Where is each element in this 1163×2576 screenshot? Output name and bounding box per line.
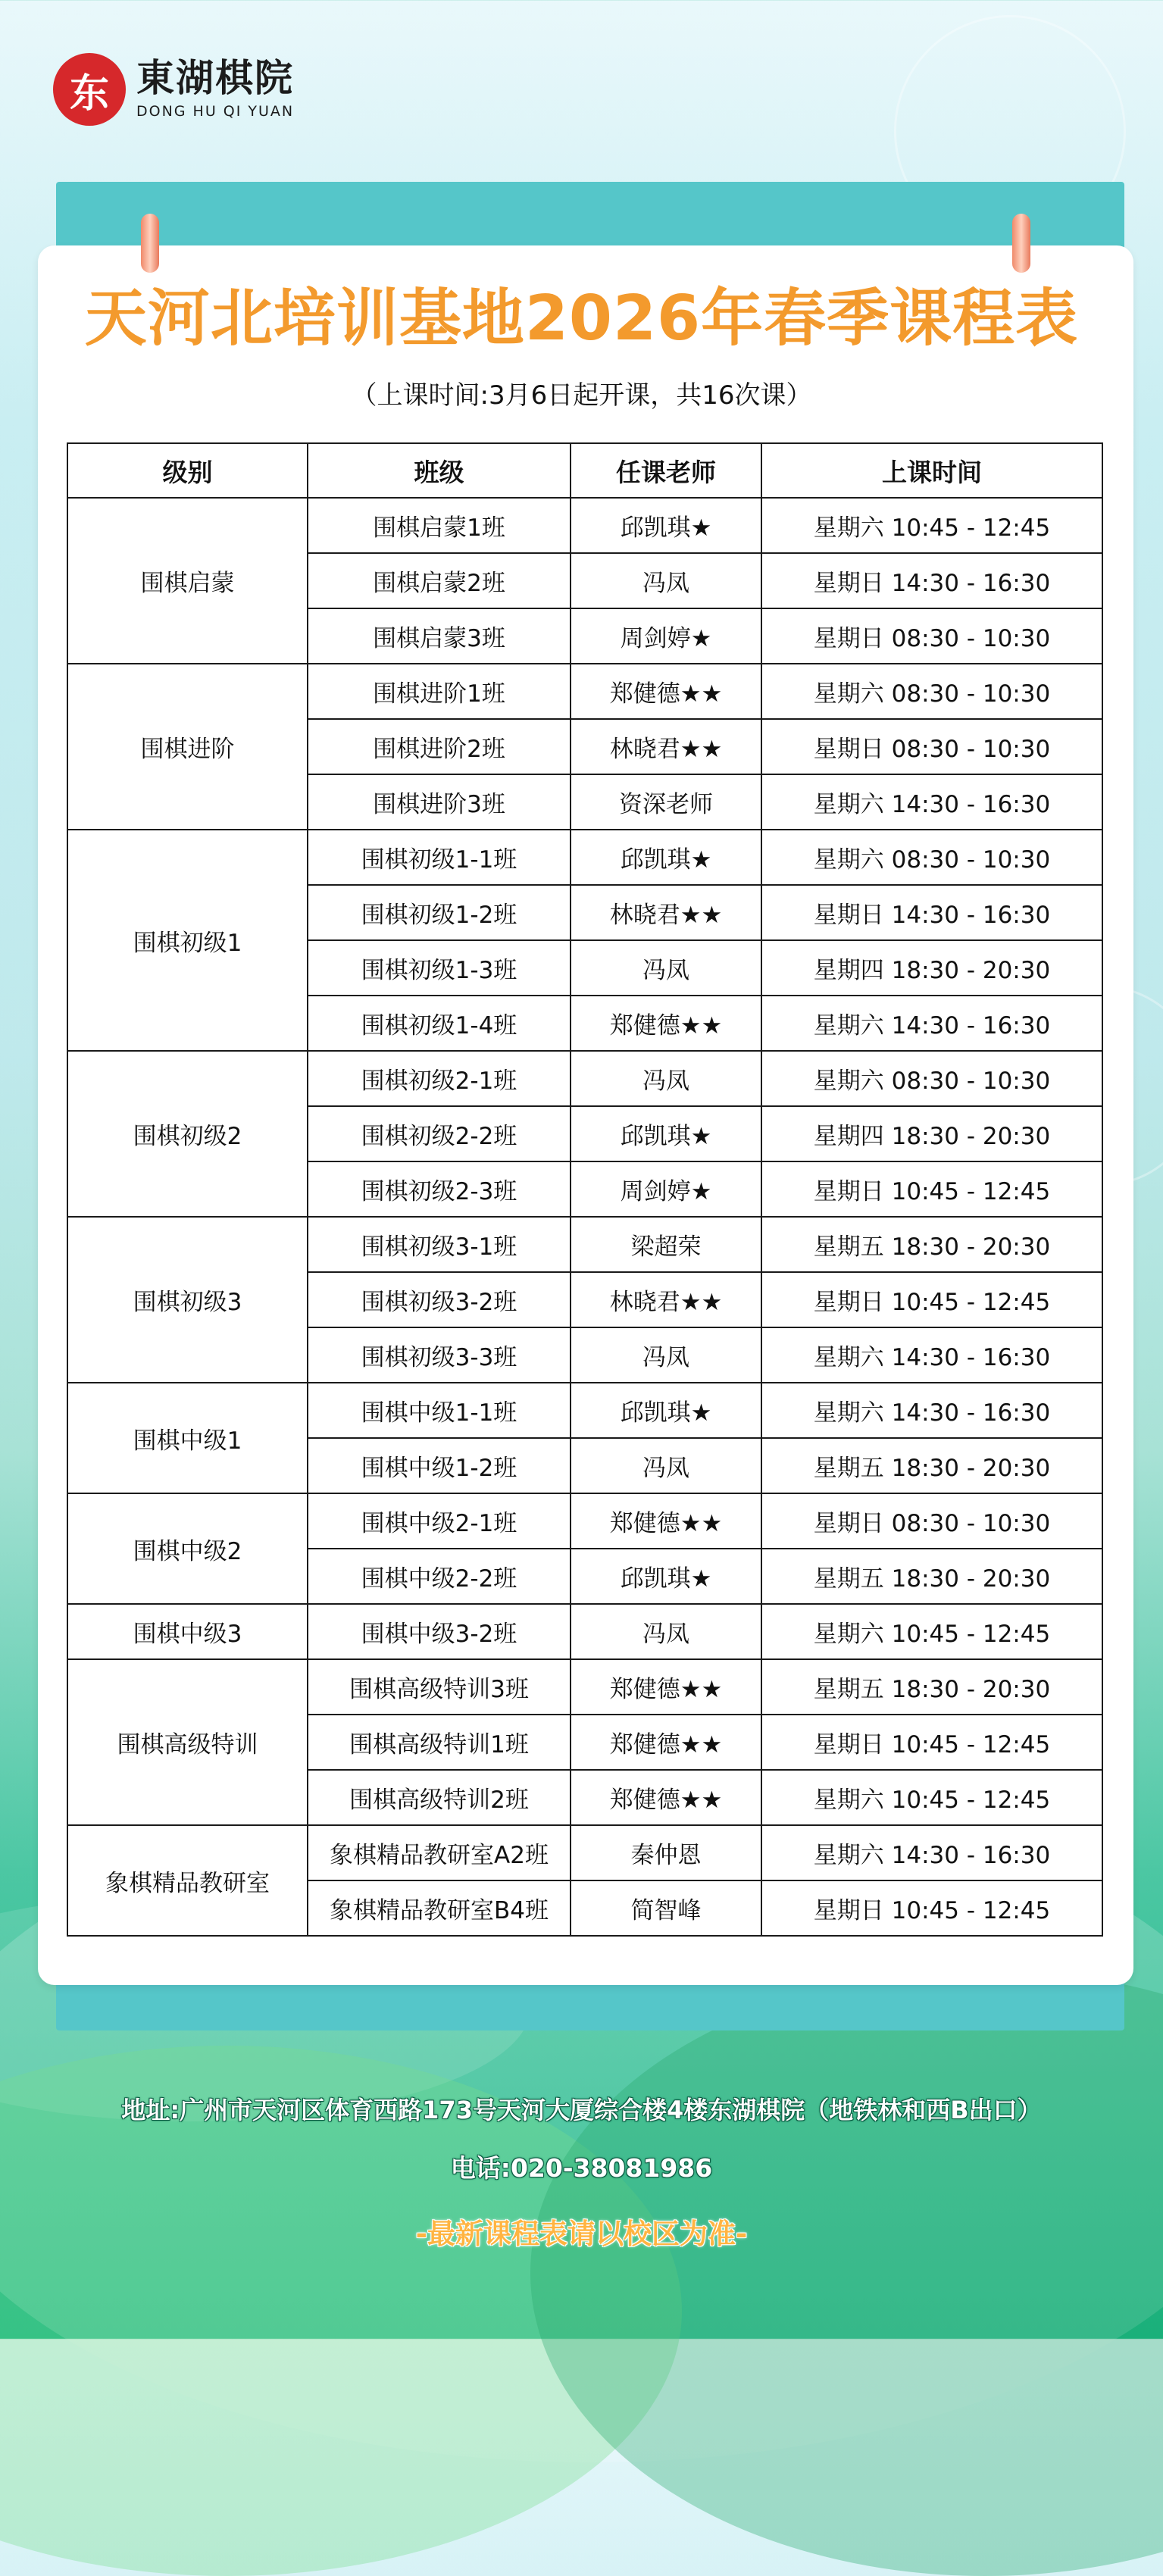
brand-logo bbox=[53, 53, 294, 126]
cell-level: 围棋初级3 bbox=[67, 1217, 308, 1383]
page-title: 天河北培训基地2026年春季课程表 bbox=[84, 283, 1079, 355]
cell-time: 星期五 18:30 - 20:30 bbox=[761, 1438, 1102, 1493]
header-class: 班级 bbox=[308, 443, 571, 498]
cell-teacher: 梁超荣 bbox=[571, 1217, 761, 1272]
table-row bbox=[67, 1825, 1102, 1880]
cell-time: 星期六 14:30 - 16:30 bbox=[761, 996, 1102, 1051]
logo-mark-icon: 东 bbox=[53, 53, 126, 126]
cell-level: 围棋高级特训 bbox=[67, 1659, 308, 1825]
cell-teacher: 邱凯琪★ bbox=[571, 1383, 761, 1438]
cell-level: 围棋初级1 bbox=[67, 830, 308, 1051]
schedule-note: -最新课程表请以校区为准- bbox=[415, 2218, 748, 2250]
header-level: 级别 bbox=[67, 443, 308, 498]
cell-time: 星期日 14:30 - 16:30 bbox=[761, 553, 1102, 608]
cell-class: 围棋初级2-3班 bbox=[308, 1161, 571, 1217]
table-row bbox=[67, 1659, 1102, 1715]
cell-level: 围棋进阶 bbox=[67, 664, 308, 830]
cell-class: 围棋初级3-2班 bbox=[308, 1272, 571, 1327]
cell-teacher: 资深老师 bbox=[571, 774, 761, 830]
cell-time: 星期六 10:45 - 12:45 bbox=[761, 1604, 1102, 1659]
cell-time: 星期四 18:30 - 20:30 bbox=[761, 1106, 1102, 1161]
schedule-table bbox=[67, 442, 1103, 1937]
cell-teacher: 邱凯琪★ bbox=[571, 1549, 761, 1604]
table-row bbox=[67, 664, 1102, 719]
cell-teacher: 林晓君★★ bbox=[571, 885, 761, 940]
cell-class: 围棋初级2-2班 bbox=[308, 1106, 571, 1161]
address-text: 地址:广州市天河区体育西路173号天河大厦综合楼4楼东湖棋院（地铁林和西B出口） bbox=[121, 2096, 1042, 2124]
pin-icon bbox=[141, 214, 159, 273]
cell-class: 围棋初级1-4班 bbox=[308, 996, 571, 1051]
cell-teacher: 林晓君★★ bbox=[571, 1272, 761, 1327]
cell-level: 围棋启蒙 bbox=[67, 498, 308, 664]
cell-teacher: 冯凤 bbox=[571, 553, 761, 608]
cell-class: 围棋高级特训3班 bbox=[308, 1659, 571, 1715]
table-row bbox=[67, 498, 1102, 553]
cell-teacher: 秦仲恩 bbox=[571, 1825, 761, 1880]
cell-teacher: 周剑婷★ bbox=[571, 608, 761, 664]
cell-teacher: 简智峰 bbox=[571, 1880, 761, 1936]
cell-class: 围棋初级1-1班 bbox=[308, 830, 571, 885]
cell-class: 围棋启蒙2班 bbox=[308, 553, 571, 608]
cell-level: 围棋中级1 bbox=[67, 1383, 308, 1493]
cell-time: 星期六 10:45 - 12:45 bbox=[761, 1770, 1102, 1825]
cell-class: 围棋中级2-1班 bbox=[308, 1493, 571, 1549]
cell-time: 星期六 14:30 - 16:30 bbox=[761, 1825, 1102, 1880]
cell-time: 星期六 08:30 - 10:30 bbox=[761, 1051, 1102, 1106]
cell-teacher: 冯凤 bbox=[571, 1604, 761, 1659]
cell-class: 围棋启蒙1班 bbox=[308, 498, 571, 553]
cell-class: 围棋中级1-2班 bbox=[308, 1438, 571, 1493]
cell-time: 星期日 10:45 - 12:45 bbox=[761, 1880, 1102, 1936]
phone-text: 电话:020-38081986 bbox=[450, 2153, 713, 2183]
cell-teacher: 郑健德★★ bbox=[571, 1493, 761, 1549]
cell-level: 围棋初级2 bbox=[67, 1051, 308, 1217]
cell-teacher: 冯凤 bbox=[571, 940, 761, 996]
cell-teacher: 周剑婷★ bbox=[571, 1161, 761, 1217]
cell-time: 星期日 08:30 - 10:30 bbox=[761, 719, 1102, 774]
cell-teacher: 邱凯琪★ bbox=[571, 498, 761, 553]
cell-class: 围棋高级特训2班 bbox=[308, 1770, 571, 1825]
cell-teacher: 郑健德★★ bbox=[571, 1659, 761, 1715]
cell-teacher: 邱凯琪★ bbox=[571, 830, 761, 885]
cell-time: 星期五 18:30 - 20:30 bbox=[761, 1217, 1102, 1272]
cell-time: 星期六 08:30 - 10:30 bbox=[761, 830, 1102, 885]
cell-teacher: 冯凤 bbox=[571, 1327, 761, 1383]
cell-time: 星期六 08:30 - 10:30 bbox=[761, 664, 1102, 719]
table-row bbox=[67, 830, 1102, 885]
cell-teacher: 郑健德★★ bbox=[571, 664, 761, 719]
cell-class: 象棋精品教研室B4班 bbox=[308, 1880, 571, 1936]
brand-name-cn: 東湖棋院 bbox=[136, 55, 294, 100]
pin-icon bbox=[1012, 214, 1030, 273]
cell-time: 星期六 14:30 - 16:30 bbox=[761, 774, 1102, 830]
cell-time: 星期五 18:30 - 20:30 bbox=[761, 1549, 1102, 1604]
header-teacher: 任课老师 bbox=[571, 443, 761, 498]
cell-class: 围棋初级2-1班 bbox=[308, 1051, 571, 1106]
brand-name-en: DONG HU QI YUAN bbox=[136, 103, 295, 120]
cell-teacher: 冯凤 bbox=[571, 1051, 761, 1106]
cell-time: 星期日 08:30 - 10:30 bbox=[761, 1493, 1102, 1549]
cell-class: 围棋中级1-1班 bbox=[308, 1383, 571, 1438]
cell-class: 围棋进阶2班 bbox=[308, 719, 571, 774]
table-row bbox=[67, 1383, 1102, 1438]
cell-class: 围棋初级3-1班 bbox=[308, 1217, 571, 1272]
cell-time: 星期六 10:45 - 12:45 bbox=[761, 498, 1102, 553]
cell-class: 围棋进阶1班 bbox=[308, 664, 571, 719]
cell-time: 星期四 18:30 - 20:30 bbox=[761, 940, 1102, 996]
cell-time: 星期六 14:30 - 16:30 bbox=[761, 1383, 1102, 1438]
cell-time: 星期日 14:30 - 16:30 bbox=[761, 885, 1102, 940]
cell-class: 围棋初级1-3班 bbox=[308, 940, 571, 996]
cell-class: 围棋高级特训1班 bbox=[308, 1715, 571, 1770]
cell-level: 象棋精品教研室 bbox=[67, 1825, 308, 1936]
cell-teacher: 冯凤 bbox=[571, 1438, 761, 1493]
table-row bbox=[67, 1604, 1102, 1659]
cell-class: 围棋中级3-2班 bbox=[308, 1604, 571, 1659]
cell-time: 星期六 14:30 - 16:30 bbox=[761, 1327, 1102, 1383]
cell-class: 象棋精品教研室A2班 bbox=[308, 1825, 571, 1880]
cell-time: 星期日 10:45 - 12:45 bbox=[761, 1272, 1102, 1327]
header-time: 上课时间 bbox=[761, 443, 1102, 498]
cell-teacher: 邱凯琪★ bbox=[571, 1106, 761, 1161]
cell-time: 星期日 10:45 - 12:45 bbox=[761, 1161, 1102, 1217]
cell-class: 围棋启蒙3班 bbox=[308, 608, 571, 664]
cell-time: 星期日 10:45 - 12:45 bbox=[761, 1715, 1102, 1770]
brand-name bbox=[136, 55, 295, 120]
cell-class: 围棋初级3-3班 bbox=[308, 1327, 571, 1383]
page-subtitle: （上课时间:3月6日起开课，共16次课） bbox=[351, 380, 812, 411]
cell-teacher: 郑健德★★ bbox=[571, 996, 761, 1051]
cell-class: 围棋中级2-2班 bbox=[308, 1549, 571, 1604]
cell-teacher: 林晓君★★ bbox=[571, 719, 761, 774]
cell-class: 围棋进阶3班 bbox=[308, 774, 571, 830]
cell-teacher: 郑健德★★ bbox=[571, 1715, 761, 1770]
cell-teacher: 郑健德★★ bbox=[571, 1770, 761, 1825]
cell-time: 星期日 08:30 - 10:30 bbox=[761, 608, 1102, 664]
cell-time: 星期五 18:30 - 20:30 bbox=[761, 1659, 1102, 1715]
cell-level: 围棋中级3 bbox=[67, 1604, 308, 1659]
cell-level: 围棋中级2 bbox=[67, 1493, 308, 1604]
table-header-row bbox=[67, 443, 1102, 498]
cell-class: 围棋初级1-2班 bbox=[308, 885, 571, 940]
table-row bbox=[67, 1217, 1102, 1272]
table-row bbox=[67, 1493, 1102, 1549]
table-row bbox=[67, 1051, 1102, 1106]
